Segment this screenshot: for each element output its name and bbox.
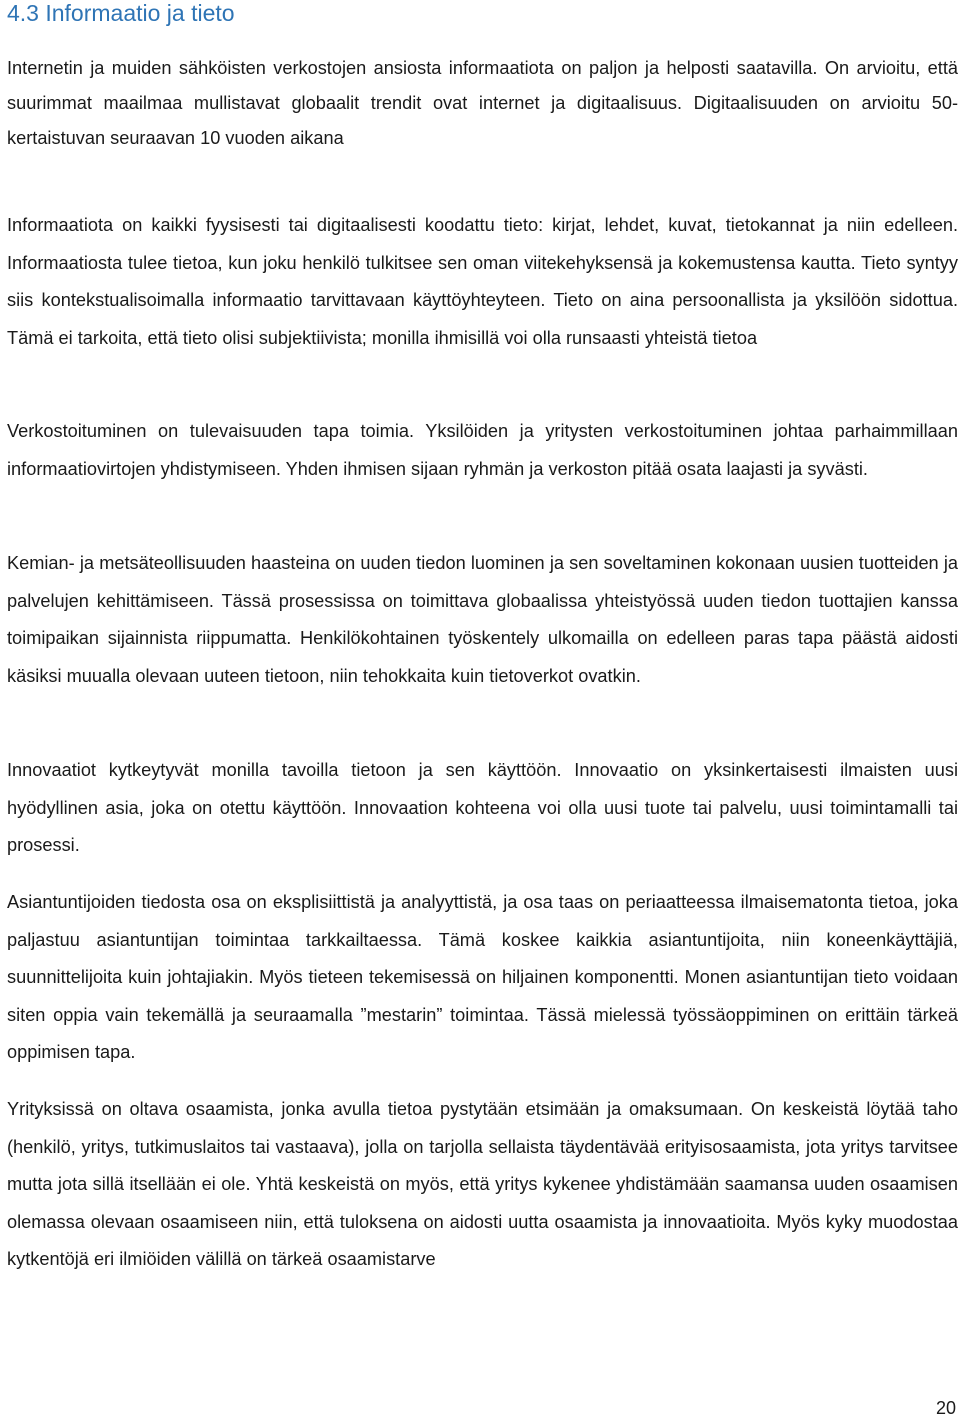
page-number: 20	[935, 1398, 956, 1418]
paragraph-company-competence: Yrityksissä on oltava osaamista, jonka avulla tietoa pystytään etsimään ja omaksumaan. On keskeistä löytää taho (henkilö, yritys, tutkimuslaitos tai vastaava), jolla on tarjolla sellaista täydentävää erityisosaamista, jota yritys tarvitsee mutta jota sillä itsellään ei ole. Yhtä keskeistä on myös, että yritys kykenee yhdistämään saamansa uuden osaamisen olemassa olevaan osaamiseen niin, että tuloksena on aidosti uutta osaamista ja innovaatioita. Myös kyky muodostaa kytkentöjä eri ilmiöiden välillä on tärkeä osaamistarve	[7, 1099, 958, 1269]
paragraph-information: Informaatiota on kaikki fyysisesti tai digitaalisesti koodattu tieto: kirjat, lehdet, kuvat, tietokannat ja niin edelleen. Informaatiosta tulee tietoa, kun joku henkilö tulkitsee sen oman viitekehyksensä ja kokemustensa kautta. Tieto syntyy siis kontekstualisoimalla informaatio tarvittavaan käyttöyhteyteen. Tieto on aina persoonallista ja yksilöön sidottua. Tämä ei tarkoita, että tieto olisi subjektiivista; monilla ihmisillä voi olla runsaasti yhteistä tietoa	[7, 215, 958, 348]
paragraph-industry-challenges: Kemian- ja metsäteollisuuden haasteina on uuden tiedon luominen ja sen soveltaminen kokonaan uusien tuotteiden ja palvelujen kehittämiseen. Tässä prosessissa on toimittava globaalissa yhteistyössä uuden tiedon tuottajien kanssa toimipaikan sijainnista riippumatta. Henkilökohtainen työskentely ulkomailla on edelleen paras tapa päästä aidosti käsiksi muualla olevaan uuteen tietoon, niin tehokkaita kuin tietoverkot ovatkin.	[7, 553, 958, 686]
paragraph-intro: Internetin ja muiden sähköisten verkostojen ansiosta informaatiota on paljon ja helposti saatavilla. On arvioitu, että suurimmat maailmaa mullistavat globaalit trendit ovat internet ja digitaalisuus. Digitaalisuuden on arvioitu 50-kertaistuvan seuraavan 10 vuoden aikana	[7, 58, 958, 148]
paragraph-networking: Verkostoituminen on tulevaisuuden tapa toimia. Yksilöiden ja yritysten verkostoituminen johtaa parhaimmillaan informaatiovirtojen yhdistymiseen. Yhden ihmisen sijaan ryhmän ja verkoston pitää osata laajasti ja syvästi.	[7, 421, 958, 479]
paragraph-innovations: Innovaatiot kytkeytyvät monilla tavoilla tietoon ja sen käyttöön. Innovaatio on yksinkertaisesti ilmaisten uusi hyödyllinen asia, joka on otettu käyttöön. Innovaation kohteena voi olla uusi tuote tai palvelu, uusi toimintamalli tai prosessi.	[7, 760, 958, 855]
paragraph-experts-knowledge: Asiantuntijoiden tiedosta osa on eksplisiittistä ja analyyttistä, ja osa taas on periaatteessa ilmaisematonta tietoa, joka paljastuu asiantuntijan toimintaa tarkkailtaessa. Tämä koskee kaikkia asiantuntijoita, niin koneenkäyttäjiä, suunnittelijoita kuin johtajiakin. Myös tieteen tekemisessä on hiljainen komponentti. Monen asiantuntijan tieto voidaan siten oppia vain tekemällä ja seuraamalla ”mestarin” toimintaa. Tässä mielessä työssäoppiminen on erittäin tärkeä oppimisen tapa.	[7, 892, 958, 1062]
section-heading: 4.3 Informaatio ja tieto	[7, 0, 235, 26]
document-page	[7, 0, 958, 1269]
